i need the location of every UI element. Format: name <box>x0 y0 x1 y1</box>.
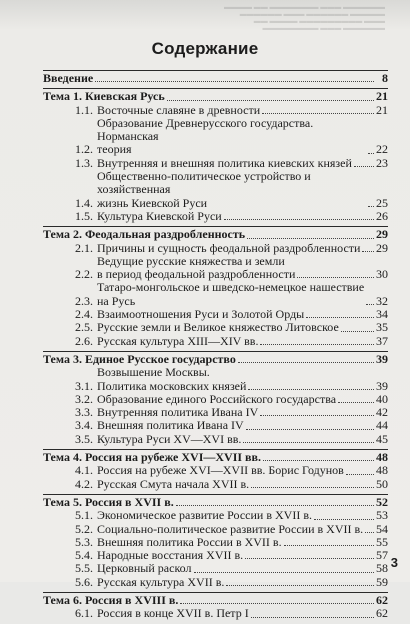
toc-item-row[interactable] <box>43 419 388 432</box>
item-page: 54 <box>376 521 388 536</box>
dot-leader <box>297 277 374 278</box>
item-number: 2.3. <box>75 293 93 308</box>
toc-topic-row[interactable] <box>43 451 388 464</box>
dot-leader <box>362 251 374 252</box>
item-page: 35 <box>376 320 388 335</box>
topic-title: Тема 5. Россия в XVII в. <box>43 494 174 509</box>
dot-leader <box>226 585 374 586</box>
dot-leader <box>167 100 374 101</box>
item-title: Культура Руси XV—XVI вв. <box>97 431 242 446</box>
item-page: 32 <box>376 293 388 308</box>
item-title: Внешняя политика России в XVII в. <box>97 534 282 549</box>
toc-item-row[interactable] <box>43 478 388 491</box>
topic-page: 8 <box>382 71 388 85</box>
item-title: Церковный раскол <box>97 561 192 576</box>
item-page: 53 <box>376 508 388 523</box>
toc-item-row[interactable] <box>43 366 388 393</box>
item-title: Русская культура XVII в. <box>97 574 225 589</box>
dot-leader <box>284 545 374 546</box>
item-title: Общественно-политическое устройство и хозяйственная жизнь Киевской Руси <box>97 169 311 210</box>
topic-page: 21 <box>376 89 388 104</box>
toc-section <box>43 226 388 348</box>
item-page: 30 <box>376 267 388 282</box>
toc-section <box>43 70 388 85</box>
item-page: 40 <box>376 391 388 406</box>
toc-section <box>43 88 388 223</box>
item-number: 5.5. <box>75 561 93 576</box>
item-title: Русская культура XIII—XIV вв. <box>97 333 259 348</box>
item-title: Причины и сущность феодальной раздробленности <box>97 240 361 255</box>
page-number: 3 <box>390 555 398 570</box>
toc-item-row[interactable] <box>43 308 388 321</box>
item-title: Татаро-монгольское и шведско-немецкое нашествие на Русь <box>97 280 365 308</box>
item-title: Образование единого Российского государства <box>97 391 337 406</box>
toc-section <box>43 449 388 491</box>
dot-leader <box>176 505 374 506</box>
dot-leader <box>346 474 374 475</box>
toc-section <box>43 494 388 589</box>
item-page: 59 <box>376 574 388 589</box>
dot-leader <box>262 113 374 114</box>
item-number: 4.2. <box>75 476 93 491</box>
item-title: Восточные славяне в древности <box>97 102 261 117</box>
dot-leader <box>366 304 374 305</box>
item-page: 37 <box>376 333 388 348</box>
item-title: Внешняя политика Ивана IV <box>97 418 244 433</box>
table-of-contents <box>43 70 388 624</box>
item-number: 1.2. <box>75 142 93 157</box>
dot-leader <box>251 617 374 618</box>
item-page: 45 <box>376 431 388 446</box>
page-title: Содержание <box>151 39 259 58</box>
item-page: 25 <box>376 195 388 210</box>
topic-title: Тема 4. Россия на рубеже XVI—XVII вв. <box>43 450 261 465</box>
item-number: 5.1. <box>75 508 93 523</box>
toc-item-row[interactable] <box>43 335 388 348</box>
toc-topic-row[interactable] <box>43 594 388 607</box>
toc-item-row[interactable] <box>43 157 388 170</box>
toc-topic-row[interactable] <box>43 228 388 241</box>
dot-leader <box>263 460 374 461</box>
item-page: 39 <box>376 378 388 393</box>
item-number: 3.4. <box>75 418 93 433</box>
toc-item-row[interactable] <box>43 242 388 255</box>
dot-leader <box>247 238 374 239</box>
dot-leader <box>341 331 374 332</box>
toc-item-row[interactable] <box>43 433 388 446</box>
dot-leader <box>338 402 374 403</box>
item-number: 2.4. <box>75 307 93 322</box>
item-number: 1.4. <box>75 195 93 210</box>
item-page: 50 <box>376 476 388 491</box>
topic-title: Введение <box>43 71 94 85</box>
toc-item-row[interactable] <box>43 170 388 210</box>
item-number: 2.6. <box>75 333 93 348</box>
toc-topic-row[interactable] <box>43 72 388 85</box>
topic-title: Тема 2. Феодальная раздробленность <box>43 227 246 242</box>
item-title: Культура Киевской Руси <box>97 208 222 223</box>
item-number: 3.1. <box>75 378 93 393</box>
topic-title: Тема 6. Россия в XVIII в. <box>43 592 179 607</box>
item-page: 44 <box>376 418 388 433</box>
item-title: Экономическое развитие России в XVII в. <box>97 508 313 523</box>
show-through-text: ▬▬▬▬▬▬ ▬▬▬ ▬▬▬▬▬▬▬ ▬▬ ▬▬▬▬ ▬▬▬▬▬ ▬▬▬▬▬▬ ▬▬▬ ▬▬▬▬▬▬ ▬▬▬ ▬▬▬▬▬▬▬▬▬ ▬▬▬▬ ▬▬ ▬▬▬▬▬▬ ▬▬▬ ▬▬▬▬▬▬▬▬ <box>224 4 385 32</box>
item-page: 48 <box>376 463 388 478</box>
item-title: Взаимоотношения Руси и Золотой Орды <box>97 307 305 322</box>
item-number: 3.2. <box>75 391 93 406</box>
item-page: 26 <box>376 208 388 223</box>
item-title: Россия на рубеже XVI—XVII вв. Борис Годунов <box>97 463 344 478</box>
item-number: 4.1. <box>75 463 93 478</box>
toc-item-row[interactable] <box>43 562 388 575</box>
item-title: Русские земли и Великое княжество Литовское <box>97 320 339 335</box>
dot-leader <box>238 362 374 363</box>
item-number: 1.3. <box>75 155 93 170</box>
item-title: Внутренняя политика Ивана IV <box>97 405 259 420</box>
topic-page: 29 <box>376 227 388 242</box>
dot-leader <box>245 558 374 559</box>
dot-leader <box>246 429 374 430</box>
dot-leader <box>180 603 374 604</box>
item-number: 5.2. <box>75 521 93 536</box>
item-number: 5.3. <box>75 534 93 549</box>
topic-page: 39 <box>376 351 388 366</box>
toc-item-row[interactable] <box>43 117 388 157</box>
item-title: Социально-политическое развитие России в XVII в. <box>97 521 364 536</box>
item-page: 22 <box>376 142 388 157</box>
toc-section <box>43 351 388 446</box>
toc-item-row[interactable] <box>43 536 388 549</box>
topic-page: 52 <box>376 494 388 509</box>
topic-page: 62 <box>376 592 388 607</box>
dot-leader <box>260 415 374 416</box>
dot-leader <box>365 532 374 533</box>
dot-leader <box>95 81 374 82</box>
item-page: 57 <box>376 548 388 563</box>
item-title: Внутренняя и внешняя политика киевских князей <box>97 155 352 170</box>
toc-item-row[interactable] <box>43 576 388 589</box>
item-number: 2.1. <box>75 240 93 255</box>
item-page: 55 <box>376 534 388 549</box>
toc-section <box>43 592 388 621</box>
toc-item-row[interactable] <box>43 607 388 620</box>
item-page: 62 <box>376 606 388 621</box>
item-number: 1.1. <box>75 102 93 117</box>
toc-item-row[interactable] <box>43 464 388 477</box>
item-number: 3.5. <box>75 431 93 446</box>
dot-leader <box>260 344 374 345</box>
item-page: 23 <box>376 155 388 170</box>
item-number: 2.5. <box>75 320 93 335</box>
item-number: 3.3. <box>75 405 93 420</box>
item-number: 5.6. <box>75 574 93 589</box>
topic-page: 48 <box>376 450 388 465</box>
dot-leader <box>224 219 374 220</box>
dot-leader <box>354 166 374 167</box>
item-title: Образование Древнерусского государства. Норманская теория <box>97 115 314 157</box>
toc-item-row[interactable] <box>43 509 388 522</box>
toc-item-row[interactable] <box>43 255 388 282</box>
toc-topic-row[interactable] <box>43 90 388 103</box>
item-number: 1.5. <box>75 208 93 223</box>
toc-item-row[interactable] <box>43 406 388 419</box>
item-title: Россия в конце XVII в. Петр I <box>97 606 249 621</box>
item-number: 2.2. <box>75 267 93 282</box>
toc-item-row[interactable] <box>43 523 388 536</box>
topic-title: Тема 3. Единое Русское государство <box>43 351 236 366</box>
dot-leader <box>368 206 374 207</box>
toc-item-row[interactable] <box>43 281 388 308</box>
item-title: Возвышение Москвы. Политика московских князей <box>97 365 247 393</box>
item-title: Русская Смута начала XVII в. <box>97 476 250 491</box>
dot-leader <box>243 442 374 443</box>
dot-leader <box>251 487 374 488</box>
item-page: 42 <box>376 405 388 420</box>
item-page: 29 <box>376 240 388 255</box>
item-page: 21 <box>376 102 388 117</box>
dot-leader <box>194 572 375 573</box>
dot-leader <box>314 519 374 520</box>
toc-topic-row[interactable] <box>43 353 388 366</box>
dot-leader <box>368 153 374 154</box>
item-number: 6.1. <box>75 606 93 621</box>
dot-leader <box>306 317 374 318</box>
toc-item-row[interactable] <box>43 210 388 223</box>
item-number: 5.4. <box>75 548 93 563</box>
topic-title: Тема 1. Киевская Русь <box>43 89 165 104</box>
item-page: 34 <box>376 307 388 322</box>
toc-topic-row[interactable] <box>43 496 388 509</box>
dot-leader <box>248 389 374 390</box>
toc-item-row[interactable] <box>43 393 388 406</box>
item-page: 58 <box>376 561 388 576</box>
item-title: Ведущие русские княжества и земли в период феодальной раздробленности <box>97 253 296 282</box>
item-title: Народные восстания XVII в. <box>97 548 244 563</box>
toc-item-row[interactable] <box>43 104 388 117</box>
toc-item-row[interactable] <box>43 549 388 562</box>
toc-item-row[interactable] <box>43 321 388 334</box>
